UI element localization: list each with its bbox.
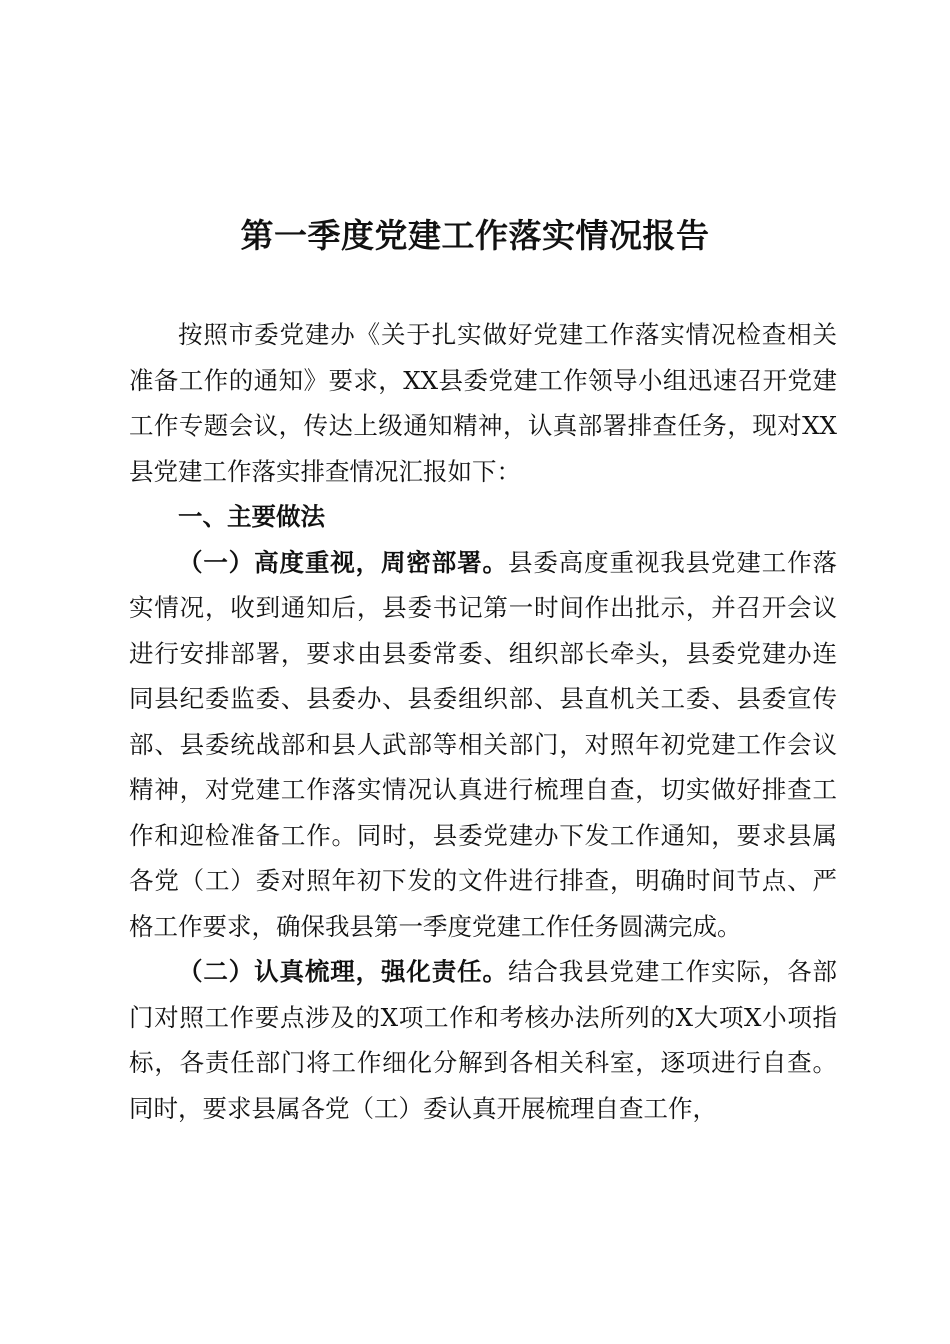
intro-paragraph: 按照市委党建办《关于扎实做好党建工作落实情况检查相关准备工作的通知》要求，XX县委党建工作领导小组迅速召开党建工作专题会议，传达上级通知精神，认真部署排查任务，现对XX县党建工作落实排查情况汇报如下： bbox=[129, 320, 837, 486]
document-body bbox=[129, 312, 837, 1131]
document-title: 第一季度党建工作落实情况报告 bbox=[240, 216, 710, 255]
item-paragraph bbox=[129, 949, 837, 1131]
item-lead: （二）认真梳理，强化责任。 bbox=[178, 957, 508, 986]
item-text: 结合我县党建工作实际，各部门对照工作要点涉及的X项工作和考核办法所列的X大项X小项指标，各责任部门将工作细化分解到各相关科室，逐项进行自查。同时，要求县属各党（工）委认真开展梳理自查工作， bbox=[129, 957, 838, 1123]
item-lead: （一）高度重视，周密部署。 bbox=[178, 547, 508, 577]
item-paragraph bbox=[129, 540, 837, 950]
section-heading: 一、主要做法 bbox=[178, 502, 325, 531]
item-text: 县委高度重视我县党建工作落实情况，收到通知后，县委书记第一时间作出批示，并召开会议进行安排部署，要求由县委常委、组织部长牵头，县委党建办连同县纪委监委、县委办、县委组织部、县直机关工委、县委宣传部、县委统战部和县人武部等相关部门，对照年初党建工作会议精神，对党建工作落实情况认真进行梳理自查，切实做好排查工作和迎检准备工作。同时，县委党建办下发工作通知，要求县属各党（工）委对照年初下发的文件进行排查，明确时间节点、严格工作要求，确保我县第一季度党建工作任务圆满完成。 bbox=[129, 547, 838, 941]
